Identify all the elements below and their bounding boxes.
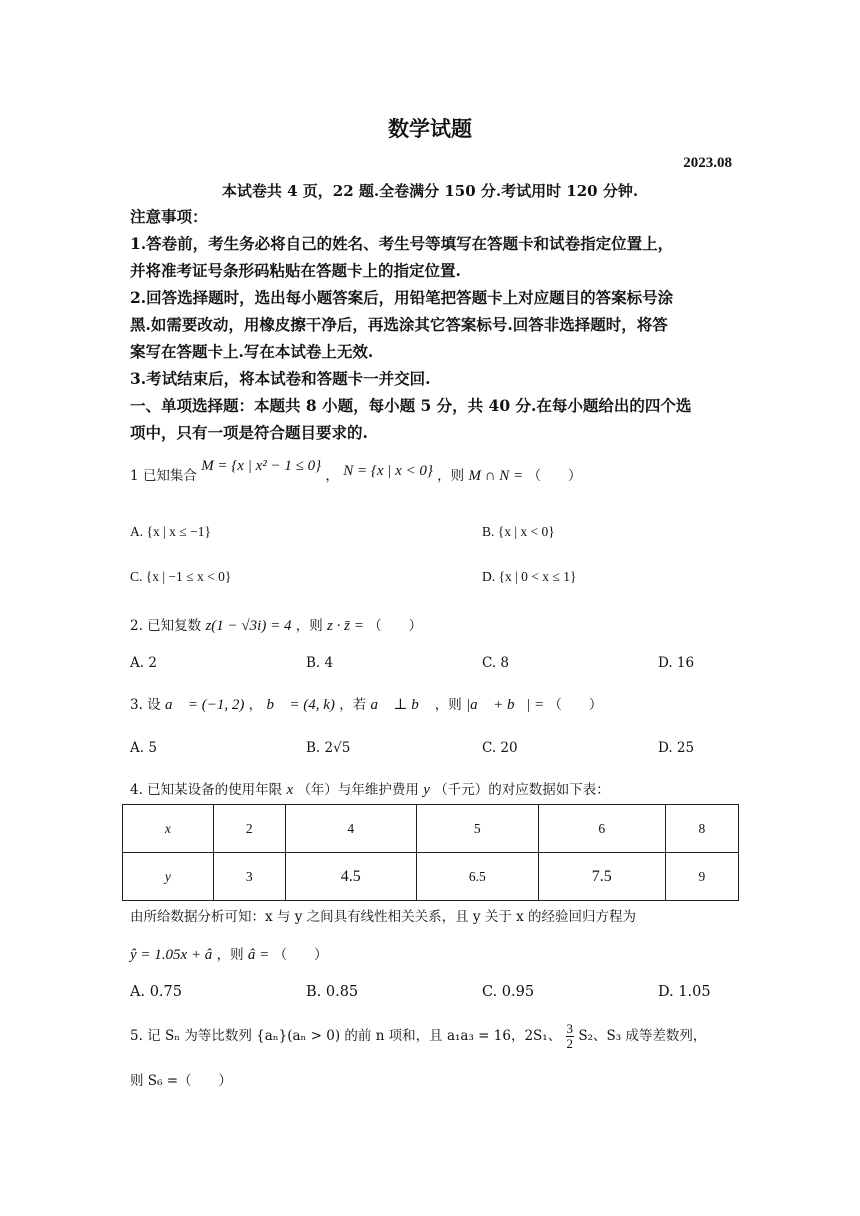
page-title: 数学试题 bbox=[388, 116, 472, 141]
variable-y: y bbox=[423, 782, 430, 798]
table-row-label: x bbox=[123, 805, 214, 853]
notice-heading: 注意事项： bbox=[130, 207, 208, 226]
exam-date: 2023.08 bbox=[683, 155, 732, 171]
notice-line: 案写在答题卡上.写在本试卷上无效. bbox=[130, 342, 374, 361]
table-cell: 6 bbox=[538, 805, 665, 853]
answer-paren: （ ） bbox=[548, 697, 603, 713]
analysis-text: 由所给数据分析可知：x 与 y 之间具有线性相关关系，且 y 关于 x 的经验回归方程为 bbox=[130, 909, 637, 925]
table-cell: 9 bbox=[665, 853, 738, 901]
math-expression: z(1 − √3i) = 4 bbox=[205, 618, 292, 634]
question-4-ask bbox=[130, 943, 328, 964]
math-expression: |a⃗ + b⃗| = bbox=[466, 697, 545, 713]
question-stem: S₂、S₃ 成等差数列， bbox=[578, 1028, 707, 1044]
option-d: D. 1.05 bbox=[658, 984, 711, 1000]
option-d: D. {x | 0 < x ≤ 1} bbox=[482, 569, 577, 584]
math-expression: M = {x | x² − 1 ≤ 0} bbox=[201, 458, 322, 474]
math-expression: â = bbox=[247, 947, 270, 963]
question-5 bbox=[130, 1022, 706, 1051]
table-row bbox=[123, 853, 739, 901]
option-c: C. {x | −1 ≤ x < 0} bbox=[130, 569, 232, 584]
table-cell: 5 bbox=[416, 805, 538, 853]
option-c: C. 20 bbox=[482, 740, 518, 756]
question-3 bbox=[130, 693, 602, 714]
notice-line: 1.答卷前，考生务必将自己的姓名、考生号等填写在答题卡和试卷指定位置上， bbox=[130, 234, 674, 253]
option-d: D. 16 bbox=[658, 655, 695, 671]
question-stem: （千元）的对应数据如下表： bbox=[434, 782, 610, 798]
math-expression: z · z̄ = bbox=[327, 618, 364, 634]
punctuation: ， bbox=[248, 697, 263, 713]
option-d: D. 25 bbox=[658, 740, 695, 756]
exam-info: 本试卷共 4 页，22 题.全卷满分 150 分.考试用时 120 分钟. bbox=[221, 182, 639, 200]
table-row-label: y bbox=[123, 853, 214, 901]
table-cell: 4 bbox=[285, 805, 416, 853]
question-stem: 2. 已知复数 bbox=[130, 618, 202, 634]
table-cell: 8 bbox=[665, 805, 738, 853]
option-a: A. 0.75 bbox=[130, 984, 182, 1000]
answer-paren: （ ） bbox=[368, 618, 423, 634]
math-expression: a⃗ ⊥ b⃗ bbox=[370, 697, 431, 713]
math-expression: b⃗ = (4, k) bbox=[266, 697, 335, 713]
variable-x: x bbox=[286, 782, 294, 798]
question-5-ask: 则 S₆ =（ ） bbox=[130, 1073, 233, 1089]
section-heading: 一、单项选择题：本题共 8 小题，每小题 5 分，共 40 分.在每小题给出的四个选 bbox=[130, 396, 692, 415]
option-c: C. 8 bbox=[482, 655, 510, 671]
question-1 bbox=[130, 458, 582, 485]
option-c: C. 0.95 bbox=[482, 984, 535, 1000]
option-b: B. 0.85 bbox=[306, 984, 359, 1000]
answer-paren: （ ） bbox=[527, 468, 582, 484]
data-table bbox=[122, 804, 739, 901]
question-2 bbox=[130, 614, 422, 635]
table-cell: 3 bbox=[213, 853, 285, 901]
option-b: B. 4 bbox=[306, 655, 334, 671]
option-b: B. {x | x < 0} bbox=[482, 524, 555, 539]
question-4 bbox=[130, 778, 610, 799]
notice-line: 3.考试结束后，将本试卷和答题卡一并交回. bbox=[130, 369, 431, 388]
question-stem: ，若 bbox=[339, 697, 367, 713]
notice-line: 黑.如需要改动，用橡皮擦干净后，再选涂其它答案标号.回答非选择题时，将答 bbox=[130, 315, 668, 334]
table-cell: 6.5 bbox=[416, 853, 538, 901]
math-expression: N = {x | x < 0} bbox=[343, 463, 433, 479]
math-expression: ŷ = 1.05x + â bbox=[130, 947, 213, 963]
punctuation: ， bbox=[325, 468, 339, 484]
option-a: A. {x | x ≤ −1} bbox=[130, 524, 211, 539]
table-cell: 7.5 bbox=[538, 853, 665, 901]
option-b: B. 2√5 bbox=[306, 740, 351, 756]
question-stem: （年）与年维护费用 bbox=[297, 782, 419, 798]
table-cell: 4.5 bbox=[285, 853, 416, 901]
table-cell: 2 bbox=[213, 805, 285, 853]
question-stem: 已知集合 bbox=[142, 468, 197, 484]
math-expression: a⃗ = (−1, 2) bbox=[164, 697, 245, 713]
fraction bbox=[566, 1022, 575, 1051]
question-stem: ，则 bbox=[434, 697, 462, 713]
answer-paren: （ ） bbox=[273, 947, 328, 963]
table-row bbox=[123, 805, 739, 853]
section-heading: 项中，只有一项是符合题目要求的. bbox=[130, 423, 368, 442]
question-stem: ，则 bbox=[216, 947, 244, 963]
fraction-numerator: 3 bbox=[566, 1021, 574, 1036]
notice-line: 并将准考证号条形码粘贴在答题卡上的指定位置. bbox=[130, 261, 461, 280]
question-number: 1 bbox=[130, 468, 139, 484]
question-stem: ，则 bbox=[295, 618, 323, 634]
question-stem: 3. 设 bbox=[130, 697, 161, 713]
option-a: A. 2 bbox=[130, 655, 157, 671]
notice-line: 2.回答选择题时，选出每小题答案后，用铅笔把答题卡上对应题目的答案标号涂 bbox=[130, 288, 674, 307]
fraction-denominator: 2 bbox=[566, 1036, 574, 1051]
question-stem: 5. 记 Sₙ 为等比数列 {aₙ}(aₙ > 0) 的前 n 项和，且 a₁a₃ = 16，2S₁、 bbox=[130, 1028, 562, 1044]
math-expression: M ∩ N = bbox=[468, 468, 524, 484]
question-stem: 4. 已知某设备的使用年限 bbox=[130, 782, 283, 798]
option-a: A. 5 bbox=[130, 740, 157, 756]
question-stem: ，则 bbox=[437, 468, 465, 484]
